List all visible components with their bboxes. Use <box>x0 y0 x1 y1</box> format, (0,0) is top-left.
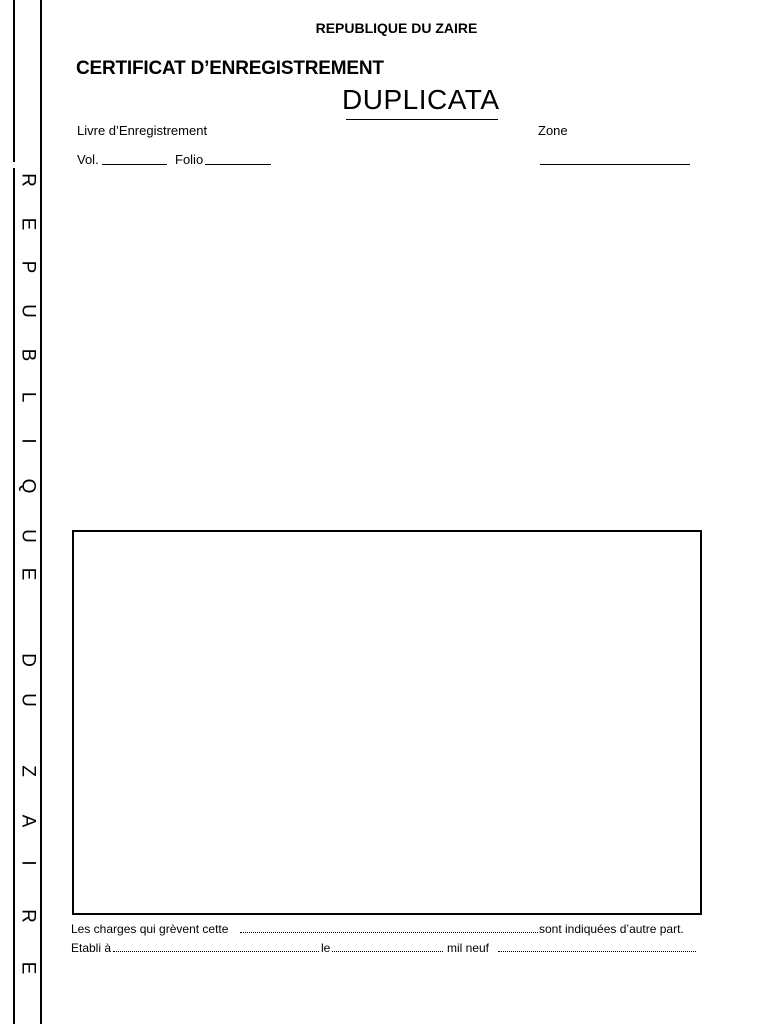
year-blank[interactable] <box>498 951 696 952</box>
side-letter: Q <box>17 478 39 494</box>
side-letter: P <box>17 260 39 274</box>
plot-diagram-box <box>72 530 702 915</box>
side-letter: L <box>17 391 39 403</box>
side-letter: R <box>17 173 39 187</box>
side-letter: D <box>17 653 39 667</box>
date-blank[interactable] <box>332 951 443 952</box>
volume-blank[interactable] <box>102 164 167 165</box>
side-letter: E <box>17 217 39 231</box>
margin-rule-right <box>40 0 42 1024</box>
side-letter: U <box>17 304 39 318</box>
side-letter: Z <box>17 765 39 777</box>
side-letter: E <box>17 567 39 581</box>
duplicata-underline <box>346 119 498 120</box>
side-letter: I <box>17 860 39 866</box>
side-letter: I <box>17 438 39 444</box>
year-label: mil neuf <box>447 941 490 955</box>
register-book-label: Livre d’Enregistrement <box>77 123 208 138</box>
duplicata-mark: DUPLICATA <box>342 84 500 115</box>
side-letter: B <box>17 348 39 362</box>
folio-label: Folio <box>175 152 204 167</box>
side-letter: U <box>17 529 39 543</box>
vertical-country-name <box>15 168 40 983</box>
charges-blank[interactable] <box>240 932 538 933</box>
side-letter: A <box>17 814 39 828</box>
volume-label: Vol. <box>77 152 99 167</box>
folio-blank[interactable] <box>205 164 271 165</box>
charges-text-end: sont indiquées d’autre part. <box>539 922 684 936</box>
charges-text-start: Les charges qui grèvent cette <box>71 922 229 936</box>
zone-blank[interactable] <box>540 164 690 165</box>
country-header: REPUBLIQUE DU ZAIRE <box>315 20 478 36</box>
zone-label: Zone <box>538 123 568 138</box>
established-place-blank[interactable] <box>113 951 319 952</box>
side-letter: U <box>17 693 39 707</box>
established-at-label: Etabli à <box>71 941 112 955</box>
certificate-title: CERTIFICAT D’ENREGISTREMENT <box>76 58 384 79</box>
date-le-label: le <box>321 941 331 955</box>
side-letter: R <box>17 909 39 923</box>
side-letter: E <box>17 961 39 975</box>
